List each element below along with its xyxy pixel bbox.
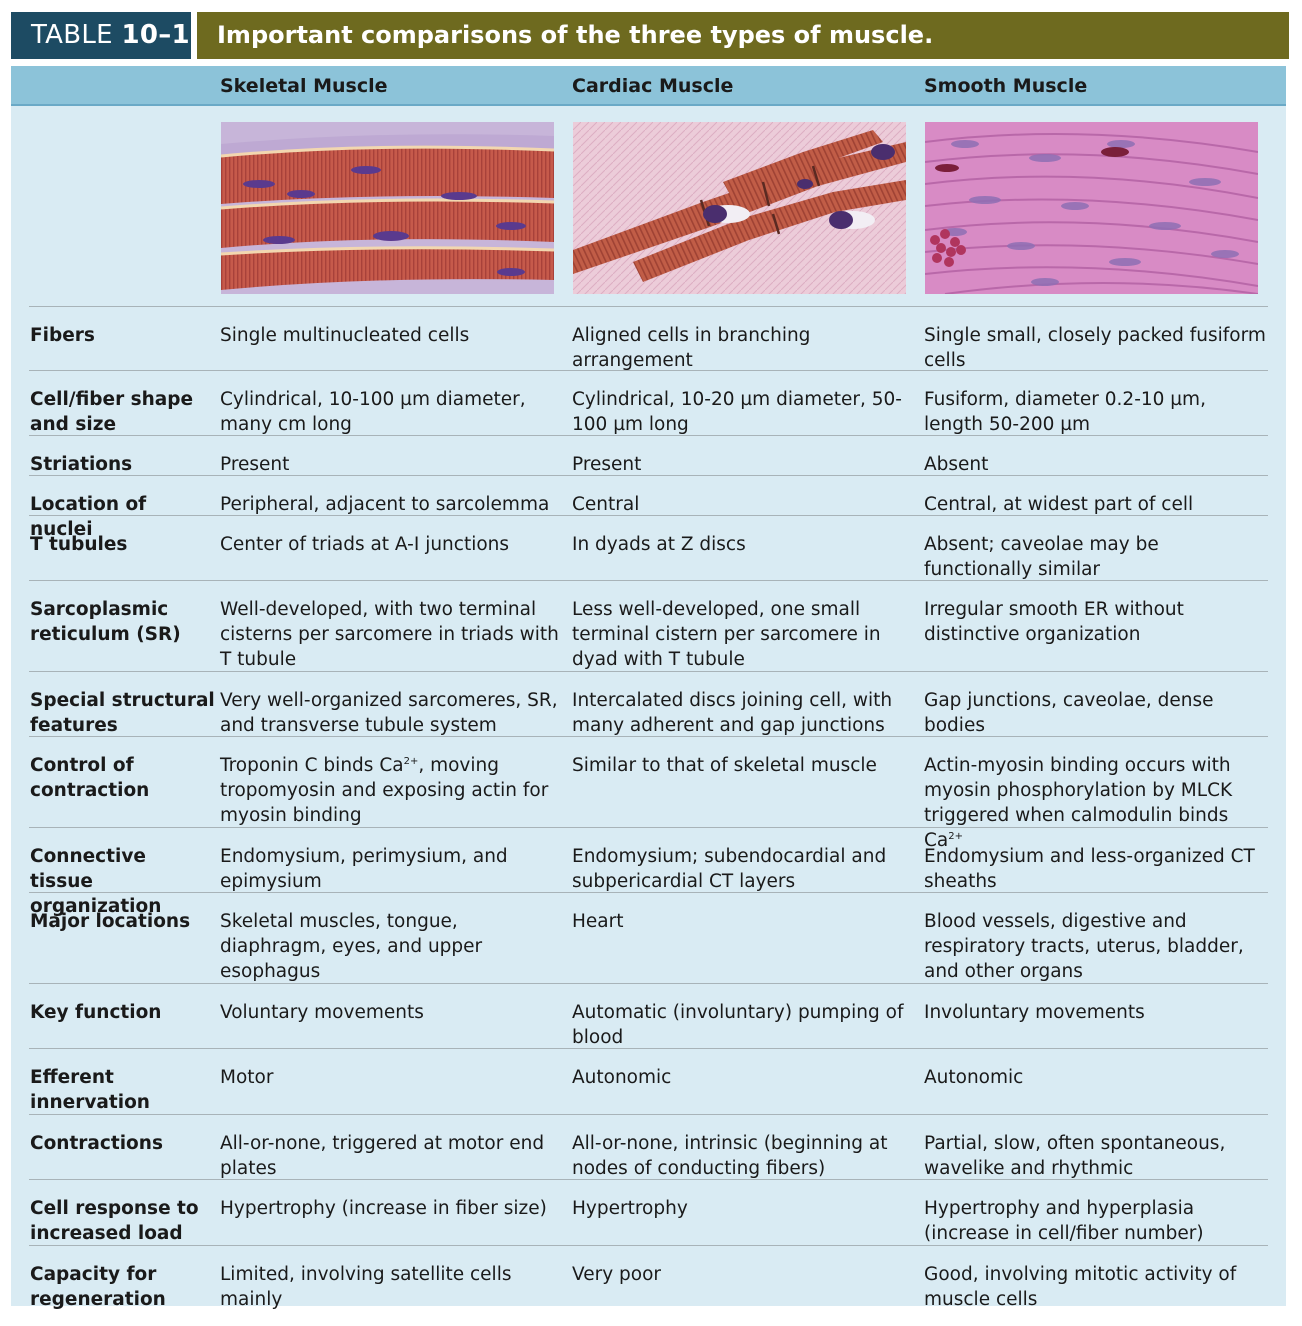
cell-skeletal: Center of triads at A-I junctions <box>220 534 510 555</box>
cell-cardiac: Automatic (involuntary) pumping of blood <box>572 1002 904 1048</box>
column-header-row <box>11 66 1286 106</box>
cell-cardiac: In dyads at Z discs <box>572 534 746 555</box>
row-label: Contractions <box>30 1133 163 1154</box>
table-title: Important comparisons of the three types of muscle. <box>197 12 1289 59</box>
cell-skeletal: Limited, involving satellite cells mainly <box>220 1264 512 1310</box>
row-label: Fibers <box>30 325 95 346</box>
cell-smooth: Irregular smooth ER without distinctive organization <box>924 599 1184 645</box>
cell-skeletal: Endomysium, perimysium, and epimysium <box>220 846 508 892</box>
column-header-smooth: Smooth Muscle <box>924 75 1088 97</box>
cell-cardiac: Very poor <box>572 1264 662 1285</box>
row-label: Sarcoplasmic reticulum (SR) <box>30 599 181 645</box>
table-row <box>29 1114 1268 1179</box>
cell-cardiac: Heart <box>572 911 624 932</box>
smooth-muscle-micrograph <box>925 122 1258 294</box>
table-row <box>29 1048 1268 1114</box>
table-row <box>29 671 1268 736</box>
table-row <box>29 306 1268 370</box>
table-row <box>29 983 1268 1048</box>
table-rows <box>11 306 1286 1310</box>
cell-smooth: Absent <box>924 454 989 475</box>
cell-skeletal: Present <box>220 454 290 475</box>
cell-skeletal: Hypertrophy (increase in fiber size) <box>220 1198 547 1219</box>
row-label: T tubules <box>30 534 128 555</box>
table-row <box>29 827 1268 917</box>
cell-smooth: Hypertrophy and hyperplasia (increase in cell/fiber number) <box>924 1198 1204 1244</box>
table-row <box>29 435 1268 475</box>
column-header-skeletal: Skeletal Muscle <box>220 75 388 97</box>
cell-cardiac: Less well-developed, one small terminal cistern per sarcomere in dyad with T tubule <box>572 599 881 670</box>
cell-smooth: Single small, closely packed fusiform cells <box>924 325 1266 371</box>
table-row <box>29 515 1268 580</box>
cell-cardiac: Central <box>572 494 640 515</box>
cell-smooth: Gap junctions, caveolae, dense bodies <box>924 690 1214 736</box>
row-label: Control of contraction <box>30 755 150 801</box>
cardiac-muscle-micrograph <box>573 122 906 294</box>
cell-skeletal: Peripheral, adjacent to sarcolemma <box>220 494 550 515</box>
cell-smooth: Absent; caveolae may be functionally similar <box>924 534 1159 580</box>
column-header-cardiac: Cardiac Muscle <box>572 75 734 97</box>
row-label: Location of nuclei <box>30 494 147 540</box>
cell-skeletal: Troponin C binds $Ca^{2+}$, moving tropomyosin and exposing actin for myosin binding <box>220 755 549 826</box>
table-row <box>29 475 1268 540</box>
table-row <box>29 1245 1268 1310</box>
table-title-bar <box>11 12 1289 59</box>
table-row <box>29 736 1268 851</box>
cell-skeletal: Skeletal muscles, tongue, diaphragm, eyes, and upper esophagus <box>220 911 483 982</box>
cell-skeletal: Very well-organized sarcomeres, SR, and transverse tubule system <box>220 690 558 736</box>
table-number-label <box>11 12 191 59</box>
row-label: Major locations <box>30 911 191 932</box>
cell-cardiac: Cylindrical, 10-20 µm diameter, 50-100 µm long <box>572 389 902 435</box>
table-row <box>29 580 1268 671</box>
table-row <box>29 892 1268 983</box>
cell-cardiac: All-or-none, intrinsic (beginning at nodes of conducting fibers) <box>572 1133 888 1179</box>
cell-smooth: Fusiform, diameter 0.2-10 µm, length 50-200 µm <box>924 389 1206 435</box>
cell-skeletal: Voluntary movements <box>220 1002 424 1023</box>
cell-smooth: Central, at widest part of cell <box>924 494 1194 515</box>
row-label: Connective tissue organization <box>30 846 162 917</box>
cell-skeletal: Motor <box>220 1067 274 1088</box>
table-row <box>29 370 1268 435</box>
table-row <box>29 1179 1268 1245</box>
cell-cardiac: Endomysium; subendocardial and subpericardial CT layers <box>572 846 887 892</box>
skeletal-muscle-micrograph <box>221 122 554 294</box>
cell-skeletal: Well-developed, with two terminal cisterns per sarcomere in triads with T tubule <box>220 599 559 670</box>
cell-smooth: Good, involving mitotic activity of muscle cells <box>924 1264 1237 1310</box>
cell-skeletal: Cylindrical, 10-100 µm diameter, many cm long <box>220 389 526 435</box>
cell-cardiac: Aligned cells in branching arrangement <box>572 325 811 371</box>
cell-cardiac: Similar to that of skeletal muscle <box>572 755 877 776</box>
cell-smooth: Actin-myosin binding occurs with myosin phosphorylation by MLCK triggered when calmodulin binds $Ca^{2+}$ <box>924 755 1233 851</box>
table-label-number: 10–1 <box>121 20 190 50</box>
cell-cardiac: Present <box>572 454 642 475</box>
cell-skeletal: Single multinucleated cells <box>220 325 470 346</box>
row-label: Special structural features <box>30 690 215 736</box>
cell-skeletal: All-or-none, triggered at motor end plates <box>220 1133 545 1179</box>
cell-cardiac: Autonomic <box>572 1067 672 1088</box>
row-label: Capacity for regeneration <box>30 1264 166 1310</box>
cell-smooth: Involuntary movements <box>924 1002 1145 1023</box>
cell-cardiac: Intercalated discs joining cell, with many adherent and gap junctions <box>572 690 893 736</box>
cell-smooth: Partial, slow, often spontaneous, wavelike and rhythmic <box>924 1133 1226 1179</box>
row-label: Cell response to increased load <box>30 1198 199 1244</box>
row-label: Cell/fiber shape and size <box>30 389 194 435</box>
cell-cardiac: Hypertrophy <box>572 1198 688 1219</box>
cell-smooth: Blood vessels, digestive and respiratory tracts, uterus, bladder, and other organs <box>924 911 1244 982</box>
cell-smooth: Endomysium and less-organized CT sheaths <box>924 846 1255 892</box>
comparison-table <box>11 66 1286 1310</box>
row-label: Efferent innervation <box>30 1067 150 1113</box>
table-label-prefix: TABLE <box>31 20 122 50</box>
row-label: Key function <box>30 1002 162 1023</box>
row-label: Striations <box>30 454 133 475</box>
cell-smooth: Autonomic <box>924 1067 1024 1088</box>
